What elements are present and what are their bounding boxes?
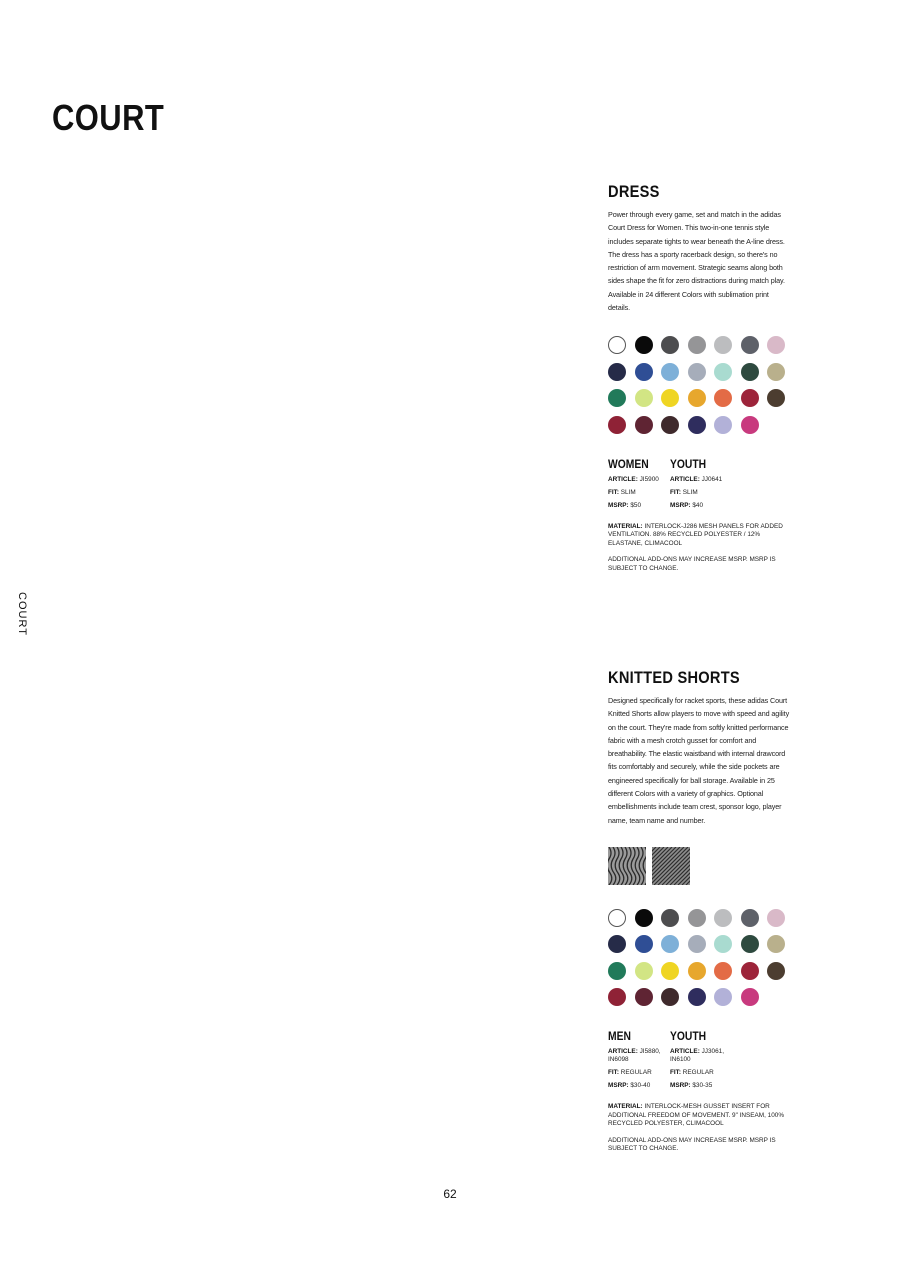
color-swatch	[767, 363, 785, 381]
color-swatch	[608, 909, 626, 927]
color-swatch	[688, 389, 706, 407]
dress-women-msrp: MSRP: $50	[608, 501, 642, 509]
color-swatch	[741, 909, 759, 927]
color-swatch	[635, 416, 653, 434]
color-swatch	[608, 416, 626, 434]
color-swatch	[661, 336, 679, 354]
dress-description: Power through every game, set and match in the adidas Court Dress for Women. This two-in-one tennis style includes separate tights to wear beneath the A-line dress. The dress has a sporty racerback design, so there's no restriction of arm movement. Strategic seams along both sides shape the fit for zero distractions during match play. Available in 24 different Colors with sublimation print details.	[608, 210, 785, 313]
color-swatch	[661, 363, 679, 381]
dress-msrp-note: ADDITIONAL ADD-ONS MAY INCREASE MSRP. MSRP IS SUBJECT TO CHANGE.	[608, 556, 776, 572]
color-swatch	[688, 935, 706, 953]
color-swatch	[661, 988, 679, 1006]
shorts-men-msrp: MSRP: $30-40	[608, 1082, 651, 1090]
dress-youth-column	[670, 458, 732, 515]
color-swatch	[635, 363, 653, 381]
color-swatch	[714, 909, 732, 927]
dress-color-swatches	[608, 336, 790, 434]
dress-material: MATERIAL: INTERLOCK-J286 MESH PANELS FOR ADDED VENTILATION. 88% RECYCLED POLYESTER / 12% ELASTANE, CLIMACOOL	[608, 522, 783, 547]
color-swatch	[714, 935, 732, 953]
color-swatch	[767, 389, 785, 407]
color-swatch	[714, 962, 732, 980]
color-swatch	[608, 363, 626, 381]
shorts-youth-heading: YOUTH	[670, 1029, 707, 1044]
shorts-graphic-patterns	[608, 847, 790, 885]
page-title: COURT	[52, 97, 165, 138]
color-swatch	[714, 336, 732, 354]
shorts-men-heading: MEN	[608, 1029, 631, 1044]
color-swatch	[661, 416, 679, 434]
shorts-youth-msrp: MSRP: $30-35	[670, 1082, 713, 1090]
color-swatch	[767, 336, 785, 354]
shorts-description: Designed specifically for racket sports, these adidas Court Knitted Shorts allow players to move with speed and agility on the court. They're made from softly knitted performance fabric with a mesh crotch gusset for comfort and breathability. The elastic waistband with internal drawcord fits comfortably and securely, while the side pockets are engineered specifically for ball storage. Available in 25 different Colors with a variety of graphics. Optional embellishments include team crest, sponsor logo, player name, team name and number.	[608, 696, 790, 825]
dress-specs	[608, 458, 790, 515]
color-swatch	[661, 962, 679, 980]
color-swatch	[714, 988, 732, 1006]
page-number: 62	[443, 1187, 457, 1201]
color-swatch	[714, 363, 732, 381]
dress-youth-msrp: MSRP: $40	[670, 501, 704, 509]
side-section-label: COURT	[16, 592, 28, 636]
color-swatch	[608, 988, 626, 1006]
color-swatch	[741, 336, 759, 354]
diagonal-stripe-pattern-icon	[652, 847, 690, 885]
color-swatch	[608, 389, 626, 407]
color-swatch	[741, 988, 759, 1006]
color-swatch	[741, 416, 759, 434]
color-swatch	[635, 336, 653, 354]
dress-youth-heading: YOUTH	[670, 456, 707, 471]
dress-title: DRESS	[608, 182, 660, 201]
color-swatch	[688, 336, 706, 354]
shorts-men-fit: FIT: REGULAR	[608, 1069, 652, 1077]
dress-section	[608, 183, 790, 573]
wavy-pattern-icon	[608, 847, 646, 885]
color-swatch	[635, 389, 653, 407]
color-swatch	[635, 935, 653, 953]
dress-women-article: ARTICLE: JI5900	[608, 475, 659, 483]
shorts-youth-fit: FIT: REGULAR	[670, 1069, 714, 1077]
color-swatch	[608, 935, 626, 953]
color-swatch	[635, 988, 653, 1006]
color-swatch	[688, 962, 706, 980]
color-swatch	[635, 909, 653, 927]
color-swatch	[688, 988, 706, 1006]
color-swatch	[741, 935, 759, 953]
shorts-men-article: ARTICLE: JI5880, IN6098	[608, 1048, 661, 1064]
color-swatch	[661, 909, 679, 927]
dress-women-column	[608, 458, 670, 515]
color-swatch	[688, 363, 706, 381]
shorts-msrp-note: ADDITIONAL ADD-ONS MAY INCREASE MSRP. MSRP IS SUBJECT TO CHANGE.	[608, 1136, 776, 1153]
color-swatch	[635, 962, 653, 980]
shorts-material: MATERIAL: INTERLOCK-MESH GUSSET INSERT FOR ADDITIONAL FREEDOM OF MOVEMENT. 9" INSEAM, 100% RECYCLED POLYESTER, CLIMACOOL	[608, 1103, 785, 1128]
shorts-youth-article: ARTICLE: JJ3061, IN6100	[670, 1048, 724, 1064]
dress-youth-article: ARTICLE: JJ0641	[670, 475, 723, 483]
shorts-specs	[608, 1030, 790, 1095]
color-swatch	[767, 909, 785, 927]
color-swatch	[661, 935, 679, 953]
shorts-title: KNITTED SHORTS	[608, 668, 740, 687]
color-swatch	[714, 416, 732, 434]
shorts-section	[608, 669, 790, 1154]
color-swatch	[741, 962, 759, 980]
dress-women-fit: FIT: SLIM	[608, 488, 636, 496]
color-swatch	[608, 336, 626, 354]
shorts-men-column	[608, 1030, 670, 1095]
color-swatch	[767, 962, 785, 980]
color-swatch	[688, 909, 706, 927]
color-swatch	[741, 363, 759, 381]
shorts-color-swatches	[608, 909, 790, 1007]
color-swatch	[714, 389, 732, 407]
dress-youth-fit: FIT: SLIM	[670, 488, 698, 496]
color-swatch	[608, 962, 626, 980]
color-swatch	[661, 389, 679, 407]
color-swatch	[688, 416, 706, 434]
dress-women-heading: WOMEN	[608, 456, 649, 471]
color-swatch	[767, 935, 785, 953]
color-swatch	[741, 389, 759, 407]
shorts-youth-column	[670, 1030, 732, 1095]
